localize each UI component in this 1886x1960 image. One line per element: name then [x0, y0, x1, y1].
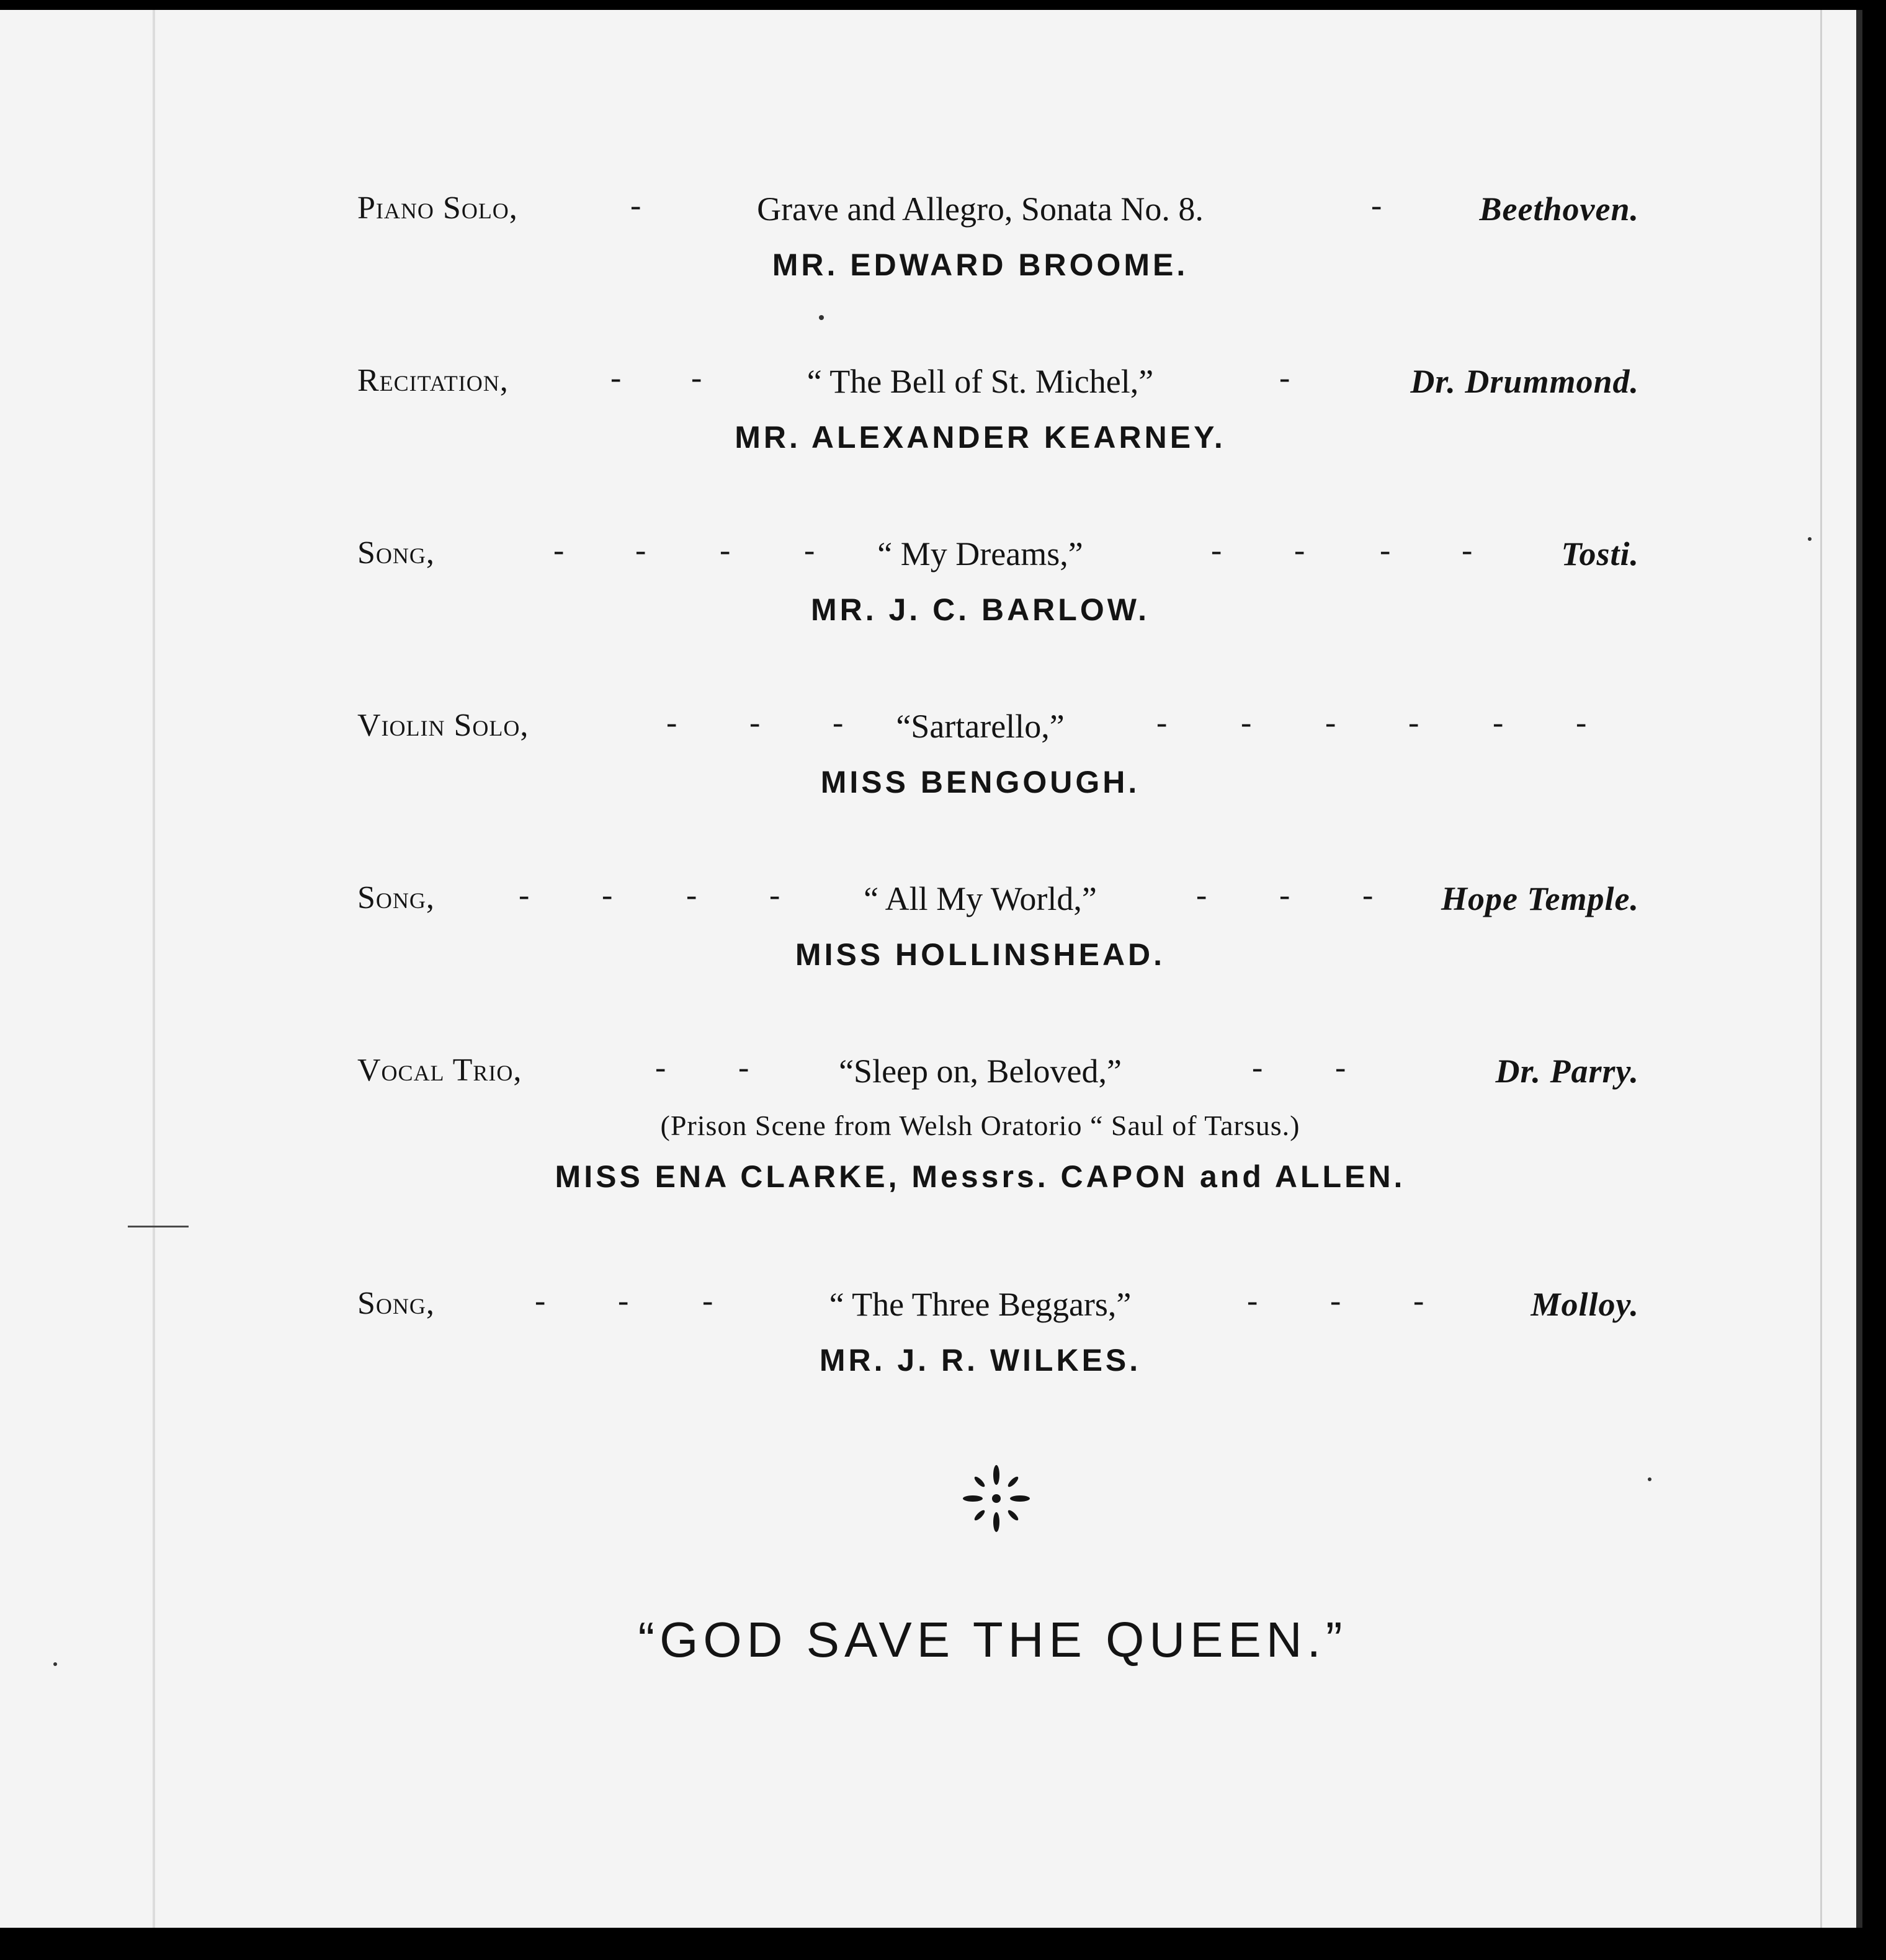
- entry-performer: MISS BENGOUGH.: [820, 765, 1140, 800]
- leader-dash: -: [602, 878, 613, 913]
- entry-label: Song,: [357, 1286, 435, 1321]
- leader-dash: -: [1325, 705, 1336, 741]
- leader-dash: -: [553, 533, 565, 568]
- entry-label: Song,: [357, 535, 435, 571]
- program-entry: [0, 535, 1886, 659]
- leader-dash: -: [610, 360, 622, 396]
- program-entry: [0, 1285, 1886, 1409]
- leader-dash: -: [519, 878, 530, 913]
- leader-dash: -: [1196, 878, 1207, 913]
- leader-dash: -: [720, 533, 731, 568]
- leader-dash: -: [749, 705, 761, 741]
- leader-dash: -: [666, 705, 677, 741]
- leader-dash: -: [1371, 188, 1382, 223]
- leader-dash: -: [769, 878, 780, 913]
- leader-dash: -: [635, 533, 646, 568]
- leader-dash: -: [1330, 1283, 1341, 1319]
- entry-composer: Dr. Parry.: [1495, 1053, 1639, 1090]
- entry-label: Violin Solo,: [357, 708, 529, 743]
- leader-dash: -: [738, 1050, 749, 1085]
- leader-dash: -: [1335, 1050, 1346, 1085]
- asterisk-flourish-icon: [959, 1461, 1034, 1536]
- entry-performer: MISS ENA CLARKE, Messrs. CAPON and ALLEN.: [555, 1159, 1406, 1194]
- leader-dash: -: [1408, 705, 1419, 741]
- leader-dash: -: [618, 1283, 629, 1319]
- entry-composer: Hope Temple.: [1441, 880, 1639, 917]
- leader-dash: -: [804, 533, 815, 568]
- leader-dash: -: [1279, 878, 1290, 913]
- leader-dash: -: [1294, 533, 1305, 568]
- leader-dash: -: [1380, 533, 1391, 568]
- scan-speck: [53, 1662, 57, 1666]
- leader-dash: -: [691, 360, 702, 396]
- entry-label: Piano Solo,: [357, 190, 518, 226]
- entry-performer: MISS HOLLINSHEAD.: [795, 937, 1166, 972]
- entry-title: “ All My World,”: [864, 880, 1097, 917]
- entry-title: “Sartarello,”: [896, 708, 1065, 745]
- entry-label: Recitation,: [357, 363, 509, 398]
- leader-dash: -: [1252, 1050, 1263, 1085]
- program-entry: [0, 362, 1886, 486]
- entry-performer: MR. J. C. BARLOW.: [810, 592, 1150, 627]
- entry-title: “ The Bell of St. Michel,”: [807, 363, 1154, 400]
- entry-composer: Molloy.: [1531, 1286, 1639, 1323]
- entry-performer: MR. EDWARD BROOME.: [772, 247, 1189, 282]
- program-entry: [0, 707, 1886, 831]
- entry-title: “ The Three Beggars,”: [829, 1286, 1132, 1323]
- leader-dash: -: [535, 1283, 546, 1319]
- leader-dash: -: [686, 878, 697, 913]
- leader-dash: -: [1493, 705, 1504, 741]
- leader-dash: -: [1462, 533, 1473, 568]
- leader-dash: -: [630, 188, 641, 223]
- entry-title: “Sleep on, Beloved,”: [839, 1053, 1122, 1090]
- entry-label: Song,: [357, 880, 435, 915]
- scan-speck: [1648, 1477, 1651, 1481]
- entry-title: “ My Dreams,”: [877, 535, 1083, 572]
- leader-dash: -: [1279, 360, 1290, 396]
- leader-dash: -: [1576, 705, 1587, 741]
- leader-dash: -: [655, 1050, 666, 1085]
- leader-dash: -: [1247, 1283, 1258, 1319]
- program-entry: [0, 190, 1886, 314]
- leader-dash: -: [1156, 705, 1168, 741]
- entry-label: Vocal Trio,: [357, 1053, 522, 1088]
- leader-dash: -: [1413, 1283, 1424, 1319]
- entry-title: Grave and Allegro, Sonata No. 8.: [757, 190, 1204, 228]
- scan-speck: [819, 315, 824, 320]
- leader-dash: -: [1362, 878, 1374, 913]
- entry-performer: MR. J. R. WILKES.: [819, 1343, 1142, 1378]
- margin-mark: [128, 1226, 189, 1227]
- entry-composer: Dr. Drummond.: [1410, 363, 1639, 400]
- scan-speck: [1808, 537, 1812, 541]
- entry-performer: MR. ALEXANDER KEARNEY.: [735, 420, 1226, 455]
- entry-composer: Tosti.: [1561, 535, 1639, 572]
- entry-note: (Prison Scene from Welsh Oratorio “ Saul of Tarsus.): [660, 1110, 1300, 1141]
- leader-dash: -: [1211, 533, 1222, 568]
- leader-dash: -: [1241, 705, 1252, 741]
- entry-composer: Beethoven.: [1479, 190, 1639, 228]
- program-entry: [0, 880, 1886, 1004]
- leader-dash: -: [702, 1283, 713, 1319]
- leader-dash: -: [833, 705, 844, 741]
- program-entry: [0, 1052, 1886, 1226]
- closing-anthem: “GOD SAVE THE QUEEN.”: [638, 1612, 1347, 1667]
